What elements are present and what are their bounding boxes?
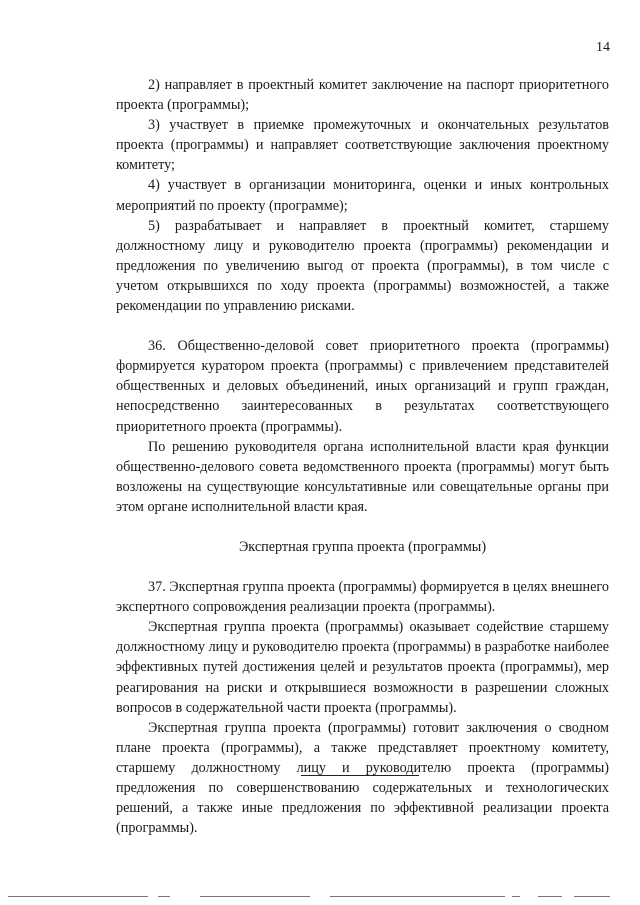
paragraph-37-assistance: Экспертная группа проекта (программы) оказывает содействие старшему должностному лицу и руководителю проекта (программы) в разработке наиболее эффективных путей достижения целей и результатов проекта (программы), мер реагирования на риски и открывшиеся возможности в разрешении сложных вопросов в содержательной части проекта (программы). xyxy=(116,619,609,716)
end-rule xyxy=(301,775,419,776)
spacer xyxy=(116,517,609,537)
paragraph-37: 37. Экспертная группа проекта (программы) формируется в целях внешнего экспертного сопровождения реализации проекта (программы). xyxy=(116,579,609,616)
paragraph-item-5: 5) разрабатывает и направляет в проектный комитет, старшему должностному лицу и руководителю проекта (программы) рекомендации и предложения по увеличению выгод от проекта (программы), в том числе с учетом открывшихся по ходу проекта (программы) возможностей, а также рекомендации по управлению рисками. xyxy=(116,217,609,315)
page-number: 14 xyxy=(596,40,610,55)
spacer xyxy=(116,316,609,336)
paragraph-item-4: 4) участвует в организации мониторинга, оценки и иных контрольных мероприятий по проекту (программе); xyxy=(116,177,609,214)
scan-artifact-line xyxy=(0,896,640,902)
section-heading: Экспертная группа проекта (программы) xyxy=(238,538,487,555)
paragraph-36: 36. Общественно-деловой совет приоритетного проекта (программы) формируется куратором проекта (программы) с привлечением представителей общественных и деловых объединений, иных организаций и групп граждан, непосредственно заинтересованных в результатах соответствующего приоритетного проекта (программы). xyxy=(116,338,609,435)
paragraph-item-2: 2) направляет в проектный комитет заключение на паспорт приоритетного проекта (программы); xyxy=(116,77,609,114)
spacer xyxy=(116,557,609,577)
paragraph-item-3: 3) участвует в приемке промежуточных и окончательных результатов проекта (программы) и направляет соответствующие заключения проектному комитету; xyxy=(116,117,609,174)
document-body xyxy=(116,75,609,838)
paragraph-37-conclusions: Экспертная группа проекта (программы) готовит заключения о сводном плане проекта (программы), а также представляет проектному комитету, старшему должностному лицу и руководителю проекта (программы) предложения по совершенствованию содержательных и технологических решений, а также иные предложения по эффективной реализации проекта (программы). xyxy=(116,719,609,837)
paragraph-36-continued: По решению руководителя органа исполнительной власти края функции общественно-делового совета ведомственного проекта (программы) могут быть возложены на существующие консультативные или совещательные органы при этом органе исполнительной власти края. xyxy=(116,438,609,515)
